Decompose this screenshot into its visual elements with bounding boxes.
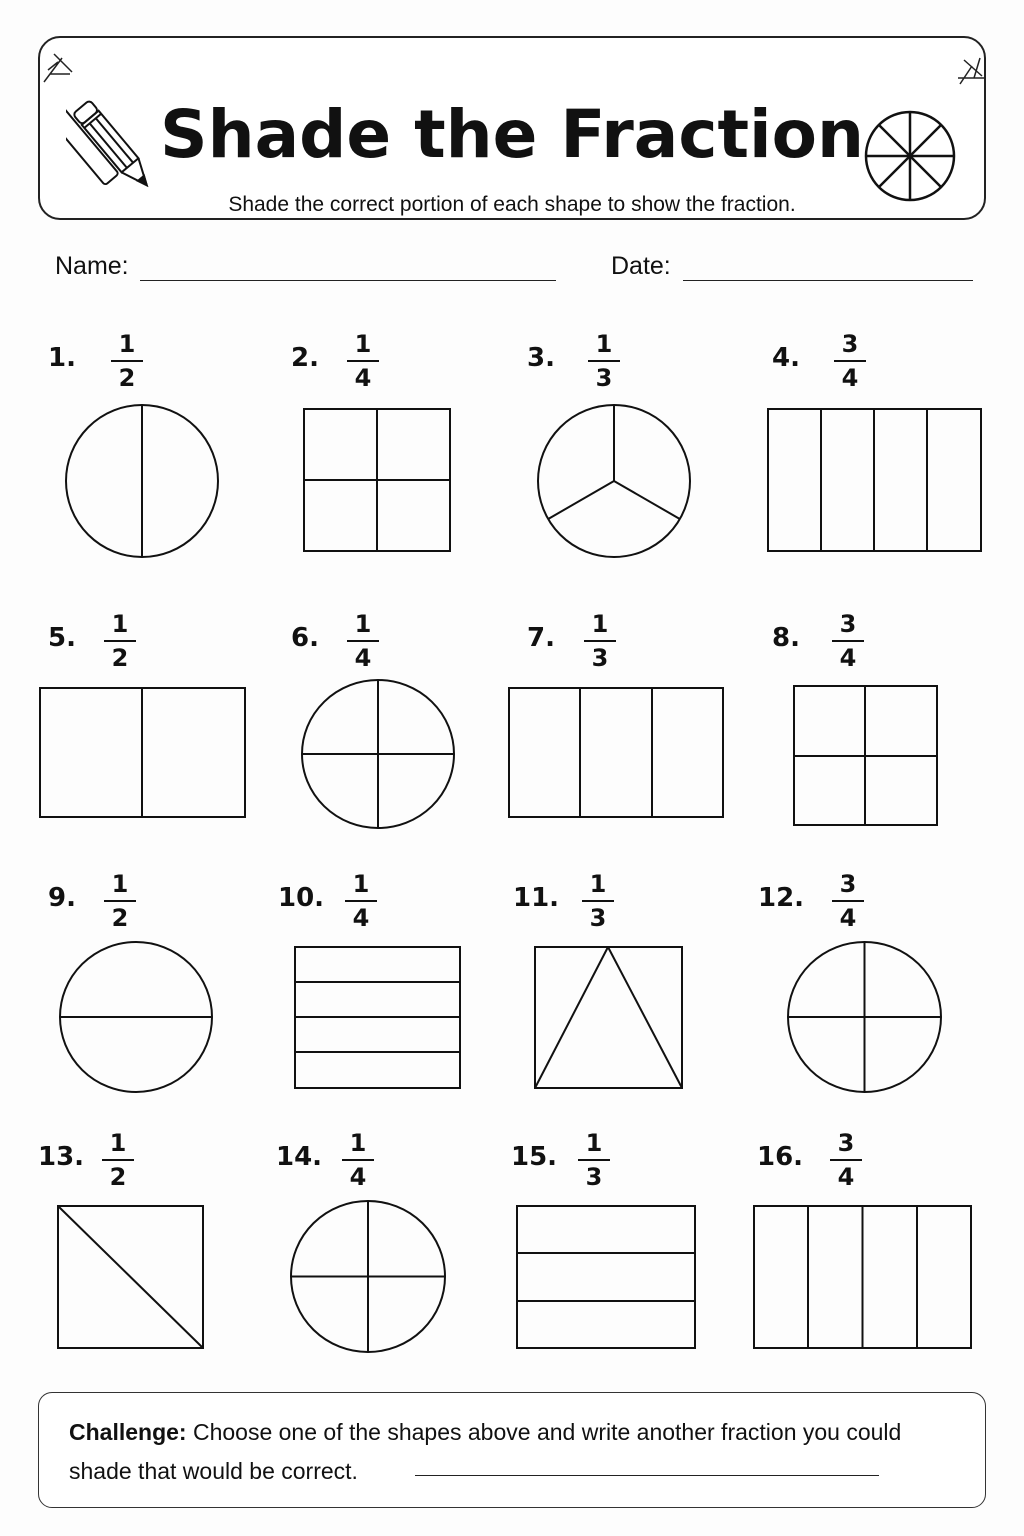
circle-horizontal-halves-shape[interactable] [59,941,213,1093]
denominator: 3 [589,904,607,932]
header-box [38,36,986,220]
numerator: 3 [839,610,857,638]
problem-number: 12. [758,883,805,913]
rectangle-three-columns-shape[interactable] [508,687,724,818]
fraction [107,330,147,392]
challenge-label: Challenge: [69,1419,187,1445]
fraction [100,610,140,672]
numerator: 3 [841,330,859,358]
denominator: 2 [111,904,129,932]
problem-number: 14. [276,1142,323,1172]
numerator: 1 [585,1129,603,1157]
rectangle-four-columns-shape[interactable] [753,1205,972,1349]
problem-number: 16. [757,1142,804,1172]
numerator: 1 [349,1129,367,1157]
problem-number: 4. [772,343,800,373]
page-title: Shade the Fraction [160,96,864,173]
name-line[interactable] [140,280,556,281]
numerator: 1 [591,610,609,638]
page-subtitle: Shade the correct portion of each shape to show the fraction. [228,193,796,216]
fraction [338,1129,378,1191]
fraction [341,870,381,932]
pie-eighths-icon [862,108,958,204]
rectangle-four-rows-shape[interactable] [294,946,461,1089]
problem-number: 2. [291,343,319,373]
square-diagonal-halves-shape[interactable] [57,1205,204,1349]
name-label: Name: [55,252,129,280]
circle-quarters-shape[interactable] [301,679,455,829]
numerator: 1 [109,1129,127,1157]
circle-quarters-shape[interactable] [290,1200,446,1353]
fraction [584,330,624,392]
rectangle-three-rows-shape[interactable] [516,1205,696,1349]
numerator: 1 [111,870,129,898]
numerator: 1 [352,870,370,898]
fraction [828,610,868,672]
problem-number: 8. [772,623,800,653]
circle-thirds-shape[interactable] [536,403,692,559]
date-label: Date: [611,252,671,280]
numerator: 1 [354,330,372,358]
fraction [343,330,383,392]
corner-pin-icon [40,44,80,84]
denominator: 2 [111,644,129,672]
date-line[interactable] [683,280,973,281]
denominator: 3 [591,644,609,672]
problem-number: 15. [511,1142,558,1172]
numerator: 1 [111,610,129,638]
numerator: 1 [354,610,372,638]
problem-number: 13. [38,1142,85,1172]
fraction [830,330,870,392]
challenge-prompt: Choose one of the shapes above and write another fraction you could shade that would be correct. [69,1419,902,1484]
circle-quarters-shape[interactable] [787,941,942,1093]
denominator: 3 [585,1163,603,1191]
problem-number: 3. [527,343,555,373]
rectangle-four-columns-shape[interactable] [767,408,982,552]
numerator: 1 [595,330,613,358]
denominator: 4 [837,1163,855,1191]
denominator: 2 [109,1163,127,1191]
denominator: 4 [354,644,372,672]
denominator: 4 [349,1163,367,1191]
denominator: 4 [354,364,372,392]
fraction [578,870,618,932]
numerator: 1 [118,330,136,358]
numerator: 1 [589,870,607,898]
challenge-answer-line[interactable] [415,1475,879,1476]
problem-number: 6. [291,623,319,653]
problem-number: 10. [278,883,325,913]
fraction [98,1129,138,1191]
fraction [574,1129,614,1191]
numerator: 3 [837,1129,855,1157]
numerator: 3 [839,870,857,898]
fraction [580,610,620,672]
square-quarters-shape[interactable] [303,408,451,552]
denominator: 4 [839,644,857,672]
square-triangle-thirds-shape[interactable] [534,946,683,1089]
corner-pin-icon [952,48,992,88]
denominator: 3 [595,364,613,392]
denominator: 2 [118,364,136,392]
problem-number: 1. [48,343,76,373]
denominator: 4 [352,904,370,932]
challenge-box [38,1392,986,1508]
square-quarters-shape[interactable] [793,685,938,826]
problem-number: 5. [48,623,76,653]
rectangle-halves-shape[interactable] [39,687,246,818]
problem-number: 11. [513,883,560,913]
denominator: 4 [839,904,857,932]
fraction [343,610,383,672]
challenge-text [69,1413,969,1491]
circle-vertical-halves-shape[interactable] [64,403,220,559]
fraction [100,870,140,932]
fraction [826,1129,866,1191]
fraction [828,870,868,932]
problem-number: 9. [48,883,76,913]
problem-number: 7. [527,623,555,653]
denominator: 4 [841,364,859,392]
